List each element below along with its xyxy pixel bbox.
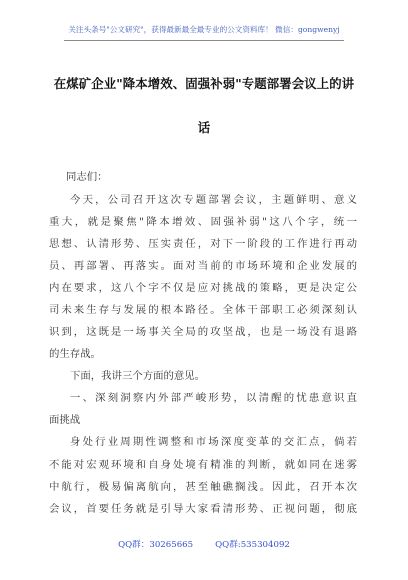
- body-line: 今天，公司召开这次专题部署会议，主题鲜明、意义: [70, 194, 357, 206]
- body-line: 思想、认清形势、压实责任，对下一阶段的工作进行再动: [49, 238, 357, 250]
- page-header: 关注头条号"公文研究"，获得最新最全最专业的公文资料库！ 微信：gongwenyj: [68, 25, 340, 34]
- document-title-line-2: 话: [197, 120, 211, 135]
- body-line: 下面，我讲三个方面的意见。: [70, 370, 206, 382]
- body-line: 内在要求，这八个字不仅是应对挑战的策略，更是决定公: [49, 282, 357, 294]
- footer-qq-group-2: QQ群:535304092: [215, 540, 290, 550]
- body-line: 识到，这既是一场事关全局的攻坚战，也是一场没有退路: [49, 326, 357, 338]
- body-line: 中航行，极易偏离航向，甚至触礁搁浅。因此，召开本次: [49, 481, 357, 493]
- section-heading-line: 面挑战: [49, 414, 81, 426]
- body-line: 会议，首要任务就是引导大家看清形势、正视问题，彻底: [49, 503, 357, 515]
- document-title-line-1: 在煤矿企业"降本增效、固强补弱"专题部署会议上的讲: [53, 76, 355, 91]
- body-line: 的生存战。: [49, 348, 101, 360]
- page-footer: [0, 538, 408, 550]
- section-heading-line: 一、深刻洞察内外部严峻形势，以清醒的忧患意识直: [70, 392, 357, 404]
- body-line: 不能对宏观环境和自身处境有精准的判断，就如同在迷雾: [49, 459, 357, 471]
- footer-qq-group-1: QQ群：30265665: [118, 540, 194, 550]
- header-divider: [64, 40, 344, 41]
- body-line: 司未来生存与发展的根本路径。全体干部职工必须深刻认: [49, 304, 357, 316]
- body-line-salutation: 同志们：: [66, 171, 108, 183]
- body-line: 员、再部署、再落实。面对当前的市场环境和企业发展的: [49, 260, 357, 272]
- body-line: 身处行业周期性调整和市场深度变革的交汇点，倘若: [70, 436, 357, 448]
- body-line: 重大，就是聚焦"降本增效、固强补弱"这八个字，统一: [49, 216, 357, 228]
